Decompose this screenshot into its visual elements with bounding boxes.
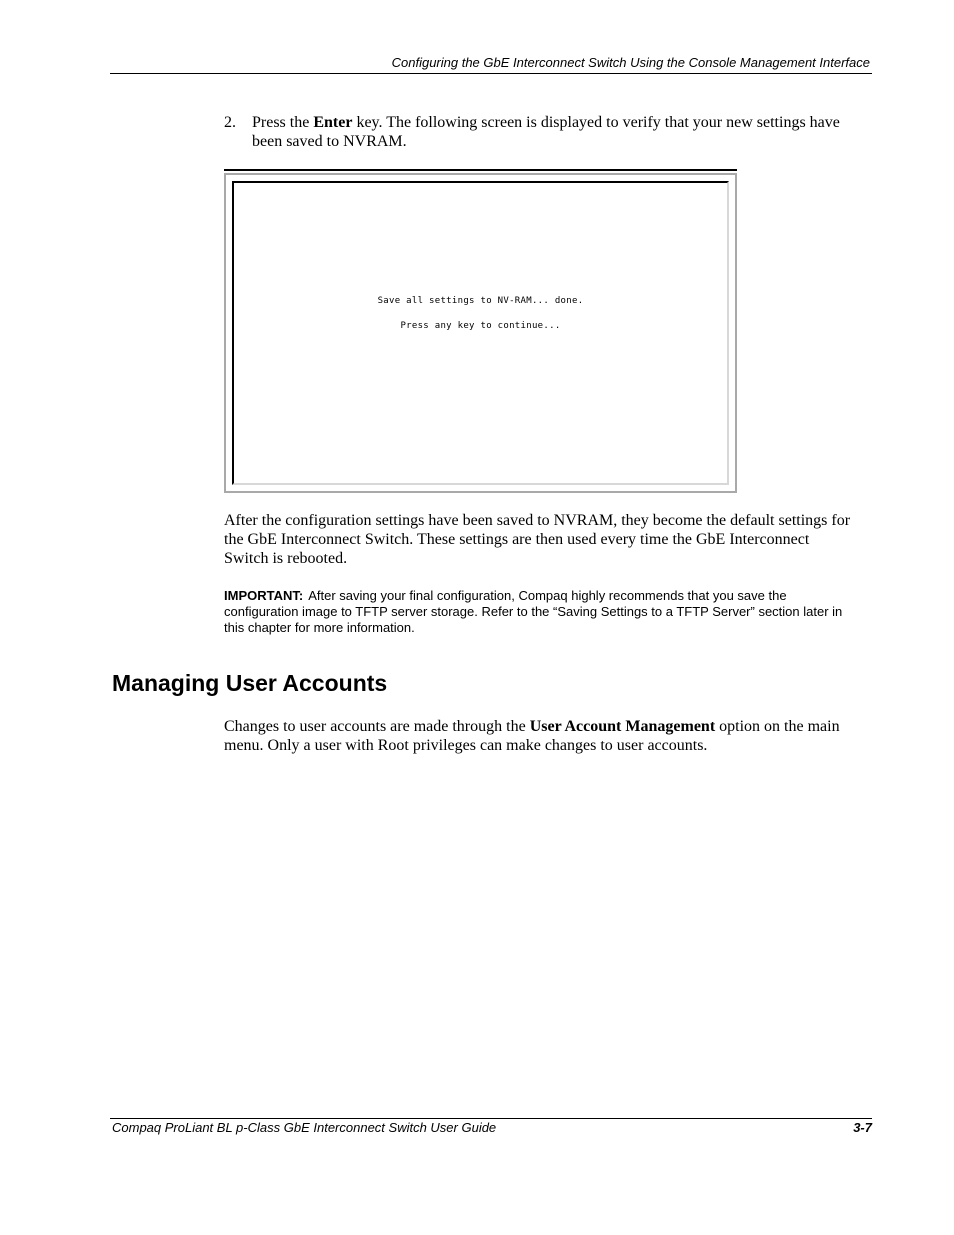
step-text (252, 113, 854, 151)
important-text: After saving your final configuration, Compaq highly recommends that you save the configuration image to TFTP server storage. Refer to the “Saving Settings to a TFTP Server” section later in this chapter for more information. (224, 588, 843, 635)
console-save-message: Save all settings to NV-RAM... done. (377, 296, 584, 306)
footer-rule (110, 1118, 872, 1119)
step-text-before: Press the (252, 114, 314, 131)
screenshot-top-rule (224, 169, 737, 171)
step-2 (224, 113, 854, 151)
section-heading: Managing User Accounts (112, 670, 388, 696)
user-accounts-paragraph (224, 717, 854, 755)
console-screenshot (224, 173, 737, 493)
console-window (232, 181, 729, 485)
step-number: 2. (224, 114, 236, 131)
section-text-after: option on the main menu. Only a user with Root privileges can make changes to user accounts. (224, 718, 840, 754)
enter-key-label: Enter (313, 114, 353, 131)
footer-title: Compaq ProLiant BL p-Class GbE Interconnect Switch User Guide (112, 1120, 497, 1135)
section-text-before: Changes to user accounts are made through the (224, 718, 530, 735)
nvram-paragraph: After the configuration settings have been saved to NVRAM, they become the default settings for the GbE Interconnect Switch. These settings are then used every time the GbE Interconnect Switch is rebooted. (224, 512, 851, 567)
header-rule (110, 73, 872, 74)
page-number: 3-7 (853, 1120, 872, 1135)
user-account-management-label: User Account Management (529, 718, 716, 735)
running-header: Configuring the GbE Interconnect Switch Using the Console Management Interface (391, 55, 870, 70)
step-text-after: key. The following screen is displayed to verify that your new settings have been saved to NVRAM. (252, 114, 840, 150)
console-continue-prompt: Press any key to continue... (400, 321, 561, 331)
important-note (224, 588, 864, 636)
important-label: IMPORTANT: (224, 588, 304, 603)
